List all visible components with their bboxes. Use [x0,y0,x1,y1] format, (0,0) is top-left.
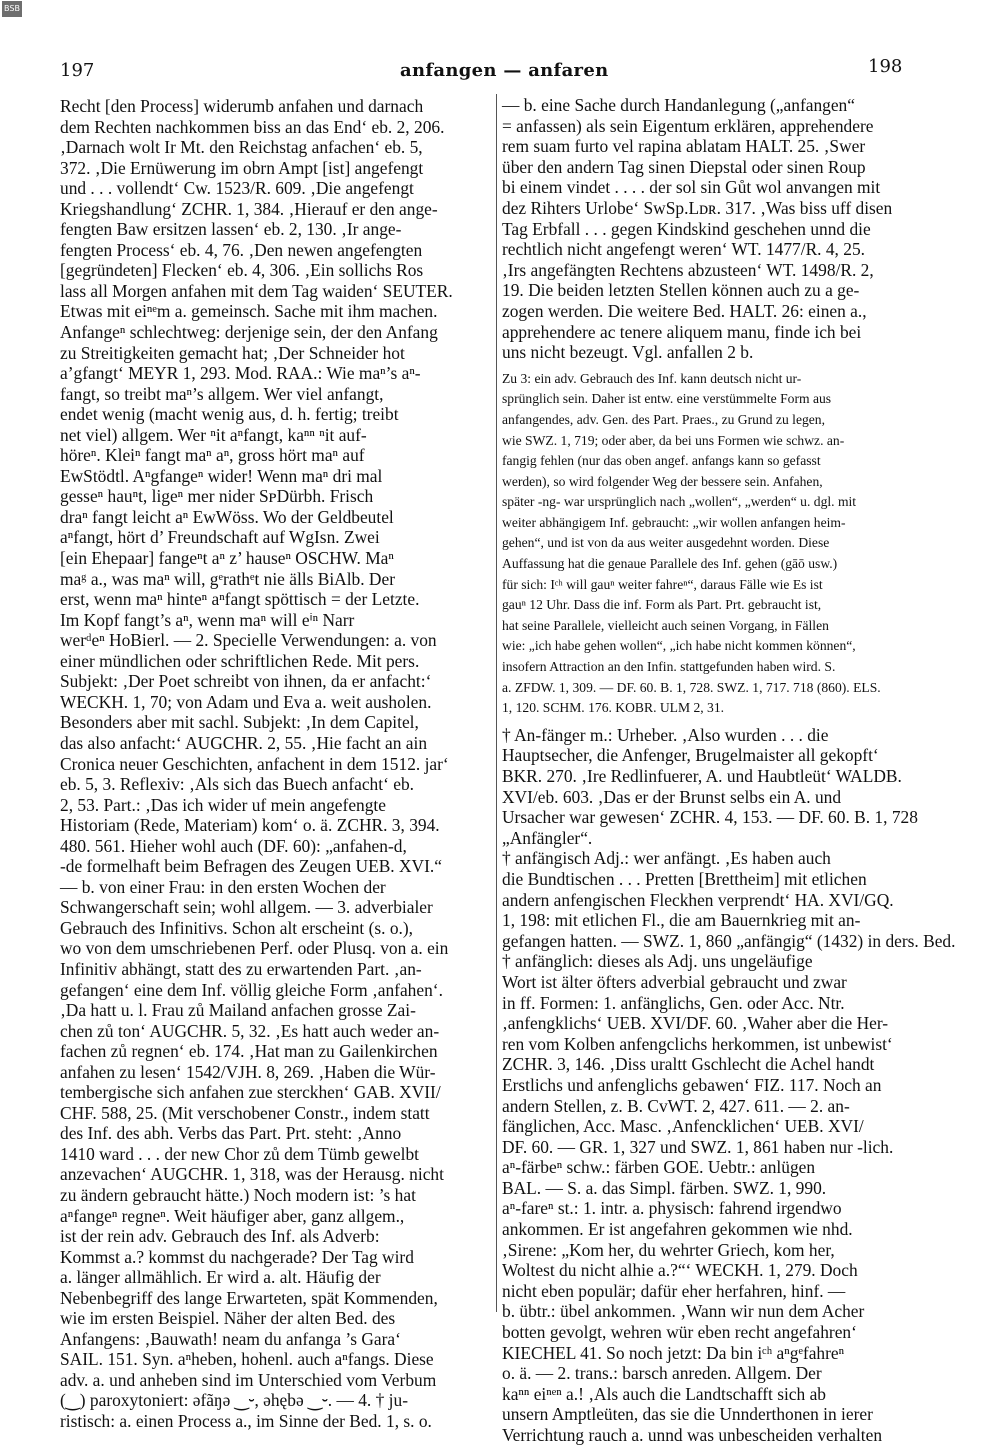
text-line: net viel) allgem. Wer ⁿit aⁿfangt, kaⁿⁿ ⁿit auf- [60,424,367,445]
text-line: 480. 561. Hieher wohl auch (DF. 60): „anfahen-d, [60,835,407,856]
footnote-line: 1, 120. SCHM. 176. KOBR. ULM 2, 31. [502,700,725,716]
footnote-line: sprünglich sein. Daher ist entw. eine verstümmelte Form aus [502,391,832,407]
text-line: a. länger allmählich. Er wird a. alt. Häufig der [60,1267,381,1288]
text-line: ‚anfengklichs‘ UEB. XVI/DF. 60. ‚Waher aber die Her- [502,1013,889,1034]
text-line: maᵍ a., was maⁿ will, gᵉrathᵉt nie älls BiAlb. Der [60,568,395,589]
text-line: erst, wenn maⁿ hinteⁿ aⁿfangt spöttisch = der Letzte. [60,589,420,610]
text-line: aⁿfangeⁿ regneⁿ. Weit häufiger aber, ganz allgem., [60,1205,405,1226]
text-line: zu Streitigkeiten gemacht hat; ‚Der Schneider hot [60,342,405,363]
text-line: Besonders aber mit sachl. Subjekt: ‚In dem Capitel, [60,712,419,733]
text-line: Historiam (Rede, Materiam) kom‘ o. ä. ZCHR. 3, 394. [60,815,440,836]
text-line: ist der rein adv. Gebrauch des Inf. als Adverb: [60,1226,380,1247]
text-line: gefangen hatten. — SWZ. 1, 860 „anfängig“ (1432) in ders. Bed. [502,930,956,951]
text-line: kaⁿⁿ eiⁿᵉⁿ a.! ‚Als auch die Landtschafft sich ab [502,1383,826,1404]
text-line: eb. 5, 3. Reflexiv: ‚Als sich das Buech anfacht‘ eb. [60,774,414,795]
right-column [502,95,956,1446]
column-divider [496,94,497,1312]
text-line: DF. 60. — GR. 1, 327 und SWZ. 1, 861 haben nur -lich. [502,1136,894,1157]
text-line: Cronica neuer Geschichten, anfachent in dem 1512. jar‘ [60,753,449,774]
footnote-line: a. ZFDW. 1, 309. — DF. 60. B. 1, 728. SWZ. 1, 717. 718 (860). ELS. [502,679,881,695]
running-title: anfangen — anfaren [400,60,609,81]
text-line: aⁿfangt, hört d’ Freundschaft auf WgIsn. Zwei [60,527,380,548]
text-line: Tag Erbfall . . . gegen Kindskind geschehen unnd die [502,218,871,239]
text-line: draⁿ fangt leicht aⁿ EwWöss. Wo der Geldbeutel [60,506,394,527]
text-line: über den andern Tag sinen Diepstal oder sinen Roup [502,156,866,177]
text-line: und . . . vollendt‘ Cw. 1523/R. 609. ‚Die angefengt [60,178,414,199]
text-line: anfahen zu lesen‘ 1542/VJH. 8, 269. ‚Haben die Wür- [60,1061,436,1082]
text-line: anzevachen‘ AUGCHR. 1, 318, was der Herausg. nicht [60,1164,444,1185]
text-line: 19. Die beiden letzten Stellen können auch zu a ge- [502,280,860,301]
page-header [0,56,1000,84]
text-line: fengten Baw ersitzen lassen‘ eb. 2, 130. ‚Ir ange- [60,219,402,240]
text-line: apprehendere ac tenere aliquem manu, finde ich bei [502,321,862,342]
text-line: Gebrauch des Infinitivs. Schon alt erscheint (s. o.), [60,917,414,938]
footnote-line: fangig fehlen (nur das oben angef. anfangs kann so gefasst [502,453,821,469]
text-line: einer mündlichen oder schriftlichen Rede. Mit pers. [60,650,420,671]
text-line: adv. a. und anheben sind im Unterschied vom Verbum [60,1369,437,1390]
text-line: tembergische sich anfahen zue sterckhen‘ GAB. XVII/ [60,1082,441,1103]
text-line: fangt, so treibt maⁿ’s allgem. Wer viel anfangt, [60,383,384,404]
text-line: fänglichen, Acc. Masc. ‚Anfencklichen‘ UEB. XVI/ [502,1116,864,1137]
text-line: [gegründeten] Flecken‘ eb. 4, 306. ‚Ein sollichs Ros [60,260,424,281]
text-line: dem Rechten nachkommen biss an das End‘ eb. 2, 206. [60,116,445,137]
text-line: bi einem vindet . . . . der sol sin Gůt wol anvangen mit [502,177,881,198]
text-line: XVI/eb. 603. ‚Das er der Brunst selbs ein A. und [502,786,842,807]
text-line: des Inf. des abh. Verbs das Part. Prt. steht: ‚Anno [60,1123,402,1144]
text-line: Recht [den Process] widerumb anfahen und darnach [60,96,424,116]
text-line: — b. eine Sache durch Handanlegung („anfangen“ [502,95,855,115]
text-line: Nebenbegriff des lange Erwarteten, spät Kommenden, [60,1287,438,1308]
text-line: gefangen‘ eine dem Inf. völlig gleiche Form ‚anfahen‘. [60,979,443,1000]
footnote-line: hat seine Parallele, vielleicht auch seinen Vorgang, in Fällen [502,617,829,633]
text-line: KIECHEL 41. So noch jetzt: Da bin iᶜʰ aⁿgᵉfahreⁿ [502,1342,845,1363]
footnote-line: gauⁿ 12 Uhr. Dass die inf. Form als Part. Prt. gebraucht ist, [502,597,822,613]
text-line: höreⁿ. Kleiⁿ fangt maⁿ aⁿ, gross hört maⁿ auf [60,445,365,466]
text-line: WECKH. 1, 70; von Adam und Eva a. weit ausholen. [60,691,432,712]
text-line: wo von dem umschriebenen Perf. oder Plusq. von a. ein [60,938,449,959]
footnote-line: wie: „ich habe gehen wollen“, „ich habe nicht kommen können“, [502,638,856,654]
page-number-left: 197 [60,60,95,81]
text-line: 2, 53. Part.: ‚Das ich wider uf mein angefengte [60,794,386,815]
footnote-line: anfangendes, adv. Gen. des Part. Praes., zu Grund zu legen, [502,411,825,427]
text-line: -de formelhaft beim Befragen des Zeugen UEB. XVI.“ [60,856,442,877]
text-line: Kriegshandlung‘ ZCHR. 1, 384. ‚Hierauf er den ange- [60,198,438,219]
footnote-line: werden), so wird folgender Weg der bessere sein. Anfahen, [502,473,823,489]
text-line: andern Stellen, z. B. CvWT. 2, 427. 611. — 2. an- [502,1095,850,1116]
text-line: ‚Da hatt u. l. Frau zů Mailand anfachen grosse Zai- [60,1000,416,1021]
text-line: endet wenig (macht wenig aus, d. h. fertig; treibt [60,404,399,425]
text-line: a’gfangt‘ MEYR 1, 293. Mod. RAA.: Wie maⁿ’s aⁿ- [60,363,421,384]
text-line: o. ä. — 2. trans.: barsch anreden. Allgem. Der [502,1363,822,1384]
text-line: fengten Process‘ eb. 4, 76. ‚Den newen angefengten [60,239,423,260]
footnote-line: wie SWZ. 1, 719; oder aber, da bei uns Formen wie schwz. an- [502,432,845,448]
text-line: Im Kopf fangt’s aⁿ, wenn maⁿ will eⁱⁿ Narr [60,609,355,630]
text-line: nicht eben populär; dafür eher herfahren, hinf. — [502,1280,846,1301]
text-line: ankommen. Er ist angefahren gekommen wie nhd. [502,1219,853,1240]
text-line: b. übtr.: übel ankommen. ‚Wann wir nun dem Acher [502,1301,865,1322]
text-line: — b. von einer Frau: in den ersten Wochen der [60,876,386,897]
text-line: in ff. Formen: 1. anfänglichs, Gen. oder Acc. Ntr. [502,992,845,1013]
text-line: † anfänglich: dieses als Adj. uns ungeläufige [502,951,813,972]
text-line: Woltest du nicht alhie a.?“‘ WECKH. 1, 279. Doch [502,1260,858,1281]
text-line: CHF. 588, 25. (Mit verschobener Constr., indem statt [60,1102,430,1123]
library-stamp: BSB [2,1,22,17]
footnote-line: weiter abhängigem Inf. gebraucht: „wir wollen anfangen heim- [502,514,846,530]
text-line: BAL. — S. a. das Simpl. färben. SWZ. 1, 990. [502,1177,827,1198]
text-line: SAIL. 151. Syn. aⁿheben, hohenl. auch aⁿfangs. Diese [60,1349,434,1370]
footnote-line: gehen“, und ist von da aus weiter ausgedehnt worden. Diese [502,535,830,551]
text-line: wie im ersten Beispiel. Näher der alten Bed. des [60,1308,396,1329]
text-line: Verrichtung rauch a. unnd was unbescheiden verhalten [502,1425,883,1445]
text-line: Etwas mit eiⁿᵉm a. gemeinsch. Sache mit ihm machen. [60,301,438,322]
text-line: Anfangens: ‚Bauwath! neam du anfanga ’s Gara‘ [60,1328,401,1349]
footnote-line: für sich: Iᶜʰ will gauⁿ weiter fahreⁿ“, daraus Fälle wie Es ist [502,576,823,592]
text-line: 372. ‚Die Ernüwerung im obrn Ampt [ist] angefengt [60,157,424,178]
text-line: Hauptsecher, die Anfenger, Brugelmaister all gekopft‘ [502,745,879,766]
text-line: ren vom Kolben anfengclichs herkommen, ist unbewist‘ [502,1033,893,1054]
footnote-line: Zu 3: ein adv. Gebrauch des Inf. kann deutsch nicht ur- [502,370,802,386]
text-line: Anfangeⁿ schlechtweg: derjenige sein, der den Anfang [60,322,438,343]
footnote-line: später -ng- war ursprünglich nach „wollen“, „werden“ u. dgl. mit [502,494,857,510]
text-line: andern anfengischen Fleckhen verprendt‘ HA. XVI/GQ. [502,889,894,910]
text-line: dez Rihters Urlobe‘ SwSp.Lᴅʀ. 317. ‚Was biss uff disen [502,197,893,218]
text-line: Schwangerschaft sein; wohl allgem. — 3. adverbialer [60,897,433,918]
text-line: „Anfängler“. [502,827,593,848]
text-line: (‿) paroxytoniert: əfãŋə ‿⏑, əhębə ‿⏑. — 4. † ju- [60,1390,408,1411]
text-line: uns nicht bezeugt. Vgl. anfallen 2 b. [502,342,754,363]
text-line: ristisch: a. einen Process a., im Sinne der Bed. 1, s. o. [60,1411,432,1431]
text-line: die Bundtischen . . . Pretten [Brettheim] mit etlichen [502,868,867,889]
text-line: das also anfacht:‘ AUGCHR. 2, 55. ‚Hie facht an ain [60,732,428,753]
text-line: Wort ist älter öfters adverbial gebraucht und zwar [502,971,847,992]
text-line: fachen zů regnen‘ eb. 174. ‚Hat man zu Gailenkirchen [60,1041,438,1062]
text-line: Erstlichs und anfenglichs gebawen‘ FIZ. 117. Noch an [502,1074,882,1095]
text-line: Ursacher war gewesen‘ ZCHR. 4, 153. — DF. 60. B. 1, 728 [502,807,918,828]
text-line: lass all Morgen anfahen mit dem Tag waiden‘ SEUTER. [60,280,453,301]
text-line: botten gevolgt, wehren wür eben recht angefahren‘ [502,1322,857,1343]
text-line: zogen werden. Die weitere Bed. HALT. 26: einen a., [502,300,867,321]
text-line: rechtlich nicht angefengt weren‘ WT. 1477/R. 4, 25. [502,239,865,260]
text-line: BKR. 270. ‚Ire Redlinfuerer, A. und Haubtleüt‘ WALDB. [502,766,902,786]
text-line: werᵈeⁿ HoBierl. — 2. Specielle Verwendungen: a. von [60,630,437,651]
text-line: zu ändern gebraucht hätte.) Noch modern ist: ’s hat [60,1184,416,1205]
text-line: rem suam furto vel rapina ablatam HALT. 25. ‚Swer [502,136,866,157]
page-number-right: 198 [868,56,903,77]
text-line: unsern Amptleüten, das sie die Unnderthonen in ierer [502,1404,873,1425]
text-line: ZCHR. 3, 146. ‚Diss uraltt Gschlecht die Achel handt [502,1054,875,1075]
text-line: 1410 ward . . . der new Chor zů dem Tümb gewelbt [60,1143,420,1164]
text-line: † anfängisch Adj.: wer anfängt. ‚Es haben auch [502,848,831,869]
text-line: Kommst a.? kommst du nachgerade? Der Tag wird [60,1246,414,1267]
text-line: Infinitiv abhängt, statt des zu erwartenden Part. ‚an- [60,958,422,979]
text-line: aⁿ-färbeⁿ schw.: färben GOE. Uebtr.: anlügen [502,1157,816,1178]
text-line: [ein Ehepaar] fangeⁿt aⁿ z’ hauseⁿ OSCHW. Maⁿ [60,548,394,569]
footnote-line: Auffassung hat die genaue Parallele des Inf. gehen (gāō usw.) [502,556,838,572]
text-line: ‚Irs angefängten Rechtens abzusteen‘ WT. 1498/R. 2, [502,259,874,280]
text-line: ‚Darnach wolt Ir Mt. den Reichstag anfachen‘ eb. 5, [60,137,423,158]
text-line: gesseⁿ hauⁿt, ligeⁿ mer nider SᴘDürbh. Frisch [60,486,374,507]
text-line: = anfassen) als sein Eigentum erklären, apprehendere [502,115,874,136]
text-line: † An-fänger m.: Urheber. ‚Also wurden . . . die [502,724,829,745]
text-line: 1, 198: mit etlichen Fl., die am Bauernkrieg mit an- [502,910,861,931]
text-line: aⁿ-fareⁿ st.: 1. intr. a. physisch: fahrend irgendwo [502,1198,842,1219]
text-line: ‚Sirene: „Kom her, du wehrter Griech, kom her, [502,1239,835,1260]
text-line: Subjekt: ‚Der Poet schreibt von ihnen, da er anfacht:‘ [60,671,432,692]
footnote-line: insofern Attraction an den Infin. stattgefunden haben wird. S. [502,659,836,675]
text-line: chen zů ton‘ AUGCHR. 5, 32. ‚Es hatt auch weder an- [60,1020,440,1041]
left-column [60,96,490,1432]
text-line: EwStödtl. Aⁿgfangeⁿ wider! Wenn maⁿ dri mal [60,465,383,486]
